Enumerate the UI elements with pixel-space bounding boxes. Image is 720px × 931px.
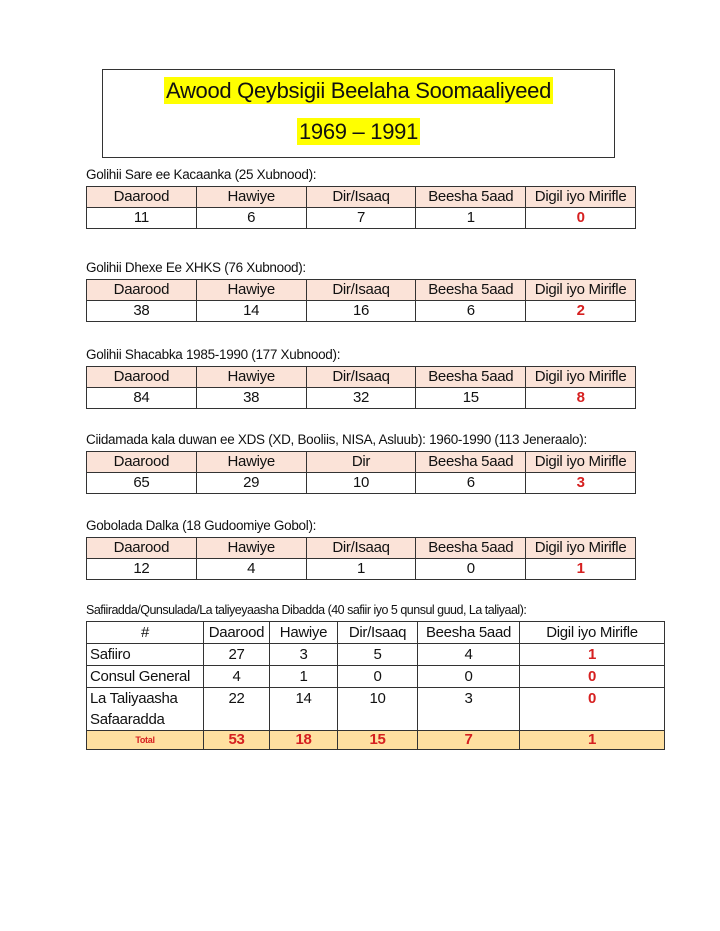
cell-value: 6 xyxy=(196,208,306,229)
col-header: Dir/Isaaq xyxy=(306,538,416,559)
table-row xyxy=(87,301,636,322)
cell-value: 14 xyxy=(270,688,338,731)
cell-value: 14 xyxy=(196,301,306,322)
cell-value: 4 xyxy=(196,559,306,580)
col-header: Dir/Isaaq xyxy=(338,622,418,644)
table-header-row xyxy=(87,187,636,208)
table-header-row xyxy=(87,280,636,301)
section-label-diplomats: Safiiradda/Qunsulada/La taliyeyaasha Dibadda (40 safiir iyo 5 qunsul guud, La taliyaal): xyxy=(86,603,527,617)
cell-value: 3 xyxy=(526,473,636,494)
row-name: Safiiro xyxy=(87,644,204,666)
cell-value: 1 xyxy=(270,666,338,688)
total-value: 15 xyxy=(338,731,418,750)
col-header: Daarood xyxy=(87,452,197,473)
cell-value: 0 xyxy=(520,666,665,688)
cell-value: 6 xyxy=(416,473,526,494)
table-row xyxy=(87,688,665,731)
cell-value: 1 xyxy=(306,559,416,580)
col-header: Digil iyo Mirifle xyxy=(526,538,636,559)
table-header-row xyxy=(87,452,636,473)
cell-value: 1 xyxy=(416,208,526,229)
total-row xyxy=(87,731,665,750)
col-header: Beesha 5aad xyxy=(416,367,526,388)
cell-value: 22 xyxy=(204,688,270,731)
cell-value: 29 xyxy=(196,473,306,494)
table-row xyxy=(87,644,665,666)
cell-value: 1 xyxy=(520,644,665,666)
total-label: Total xyxy=(87,731,204,750)
col-header: Dir/Isaaq xyxy=(306,280,416,301)
col-header: Digil iyo Mirifle xyxy=(526,187,636,208)
title-box xyxy=(102,69,615,158)
col-header: Daarood xyxy=(87,187,197,208)
cell-value: 65 xyxy=(87,473,197,494)
col-header: # xyxy=(87,622,204,644)
row-name: La Taliyaasha Safaaradda xyxy=(87,688,204,731)
cell-value: 6 xyxy=(416,301,526,322)
col-header: Daarood xyxy=(87,280,197,301)
col-header: Beesha 5aad xyxy=(416,187,526,208)
cell-value: 27 xyxy=(204,644,270,666)
table-diplomats xyxy=(86,621,665,750)
col-header: Hawiye xyxy=(196,367,306,388)
table-header-row xyxy=(87,622,665,644)
cell-value: 4 xyxy=(204,666,270,688)
cell-value: 10 xyxy=(338,688,418,731)
col-header: Digil iyo Mirifle xyxy=(526,452,636,473)
col-header: Dir/Isaaq xyxy=(306,187,416,208)
cell-value: 0 xyxy=(338,666,418,688)
cell-value: 3 xyxy=(418,688,520,731)
table-peoples-assembly xyxy=(86,366,636,409)
col-header: Digil iyo Mirifle xyxy=(526,280,636,301)
cell-value: 38 xyxy=(87,301,197,322)
cell-value: 8 xyxy=(526,388,636,409)
page-subtitle-years: 1969 – 1991 xyxy=(298,119,419,144)
col-header: Hawiye xyxy=(196,452,306,473)
cell-value: 38 xyxy=(196,388,306,409)
cell-value: 1 xyxy=(526,559,636,580)
section-label-supreme-council: Golihii Sare ee Kacaanka (25 Xubnood): xyxy=(86,167,317,182)
col-header: Daarood xyxy=(87,538,197,559)
table-armed-forces xyxy=(86,451,636,494)
section-label-armed-forces: Ciidamada kala duwan ee XDS (XD, Booliis, NISA, Asluub): 1960-1990 (113 Jeneraalo): xyxy=(86,432,587,447)
cell-value: 3 xyxy=(270,644,338,666)
total-value: 18 xyxy=(270,731,338,750)
cell-value: 12 xyxy=(87,559,197,580)
table-header-row xyxy=(87,538,636,559)
table-row xyxy=(87,666,665,688)
section-label-regions: Gobolada Dalka (18 Gudoomiye Gobol): xyxy=(86,518,317,533)
table-regions xyxy=(86,537,636,580)
cell-value: 32 xyxy=(306,388,416,409)
section-label-peoples-assembly: Golihii Shacabka 1985-1990 (177 Xubnood): xyxy=(86,347,341,362)
col-header: Digil iyo Mirifle xyxy=(520,622,665,644)
cell-value: 0 xyxy=(418,666,520,688)
page-title: Awood Qeybsigii Beelaha Soomaaliyeed xyxy=(165,78,552,103)
cell-value: 11 xyxy=(87,208,197,229)
col-header: Dir xyxy=(306,452,416,473)
row-name: Consul General xyxy=(87,666,204,688)
table-row xyxy=(87,559,636,580)
col-header: Beesha 5aad xyxy=(416,452,526,473)
section-label-central-committee: Golihii Dhexe Ee XHKS (76 Xubnood): xyxy=(86,260,306,275)
table-row xyxy=(87,388,636,409)
col-header: Digil iyo Mirifle xyxy=(526,367,636,388)
col-header: Dir/Isaaq xyxy=(306,367,416,388)
total-value: 7 xyxy=(418,731,520,750)
table-supreme-council xyxy=(86,186,636,229)
col-header: Beesha 5aad xyxy=(416,538,526,559)
cell-value: 4 xyxy=(418,644,520,666)
total-value: 1 xyxy=(520,731,665,750)
total-value: 53 xyxy=(204,731,270,750)
cell-value: 0 xyxy=(520,688,665,731)
cell-value: 15 xyxy=(416,388,526,409)
col-header: Daarood xyxy=(87,367,197,388)
col-header: Hawiye xyxy=(196,538,306,559)
col-header: Beesha 5aad xyxy=(418,622,520,644)
table-row xyxy=(87,208,636,229)
col-header: Hawiye xyxy=(196,280,306,301)
cell-value: 0 xyxy=(416,559,526,580)
cell-value: 16 xyxy=(306,301,416,322)
col-header: Beesha 5aad xyxy=(416,280,526,301)
cell-value: 0 xyxy=(526,208,636,229)
cell-value: 84 xyxy=(87,388,197,409)
col-header: Hawiye xyxy=(270,622,338,644)
cell-value: 5 xyxy=(338,644,418,666)
table-row xyxy=(87,473,636,494)
cell-value: 2 xyxy=(526,301,636,322)
cell-value: 10 xyxy=(306,473,416,494)
col-header: Hawiye xyxy=(196,187,306,208)
table-central-committee xyxy=(86,279,636,322)
table-header-row xyxy=(87,367,636,388)
col-header: Daarood xyxy=(204,622,270,644)
cell-value: 7 xyxy=(306,208,416,229)
